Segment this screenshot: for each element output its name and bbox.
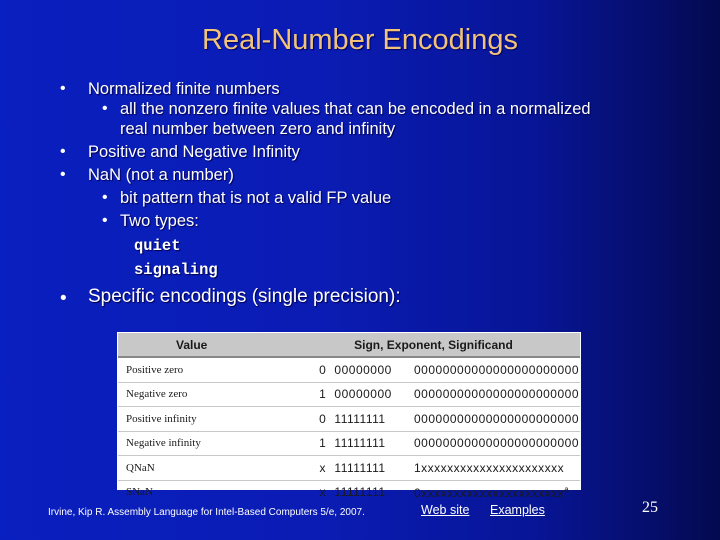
code-quiet: quiet [134, 237, 181, 255]
cell-sign: x [312, 480, 333, 504]
subbullet-two-types: Two types: [120, 212, 199, 230]
cell-value: QNaN [118, 456, 312, 481]
cell-significand [413, 480, 580, 504]
cell-value: Negative infinity [118, 431, 312, 456]
cell-exponent: 00000000 [333, 357, 413, 382]
table-row [118, 407, 580, 432]
bullet-marker: • [102, 100, 108, 117]
cell-significand: 00000000000000000000000 [413, 357, 580, 382]
bullet-infinity: Positive and Negative Infinity [88, 143, 300, 161]
web-site-link[interactable]: Web site [421, 503, 470, 517]
table-header-row [118, 333, 580, 357]
page-number: 25 [642, 499, 658, 516]
code-signaling: signaling [134, 261, 218, 279]
cell-significand: 00000000000000000000000 [413, 431, 580, 456]
table-row [118, 456, 580, 481]
cell-value: SNaN [118, 480, 312, 504]
examples-link[interactable]: Examples [490, 503, 545, 517]
citation: Irvine, Kip R. Assembly Language for Intel-Based Computers 5/e, 2007. [48, 507, 365, 518]
cell-exponent: 00000000 [333, 382, 413, 407]
cell-sign: 1 [312, 431, 333, 456]
table-row [118, 480, 580, 504]
cell-sign: 0 [312, 407, 333, 432]
table-row [118, 357, 580, 382]
cell-value: Positive infinity [118, 407, 312, 432]
subbullet-bit-pattern: bit pattern that is not a valid FP value [120, 189, 392, 207]
cell-significand: 1xxxxxxxxxxxxxxxxxxxxxx [413, 456, 580, 481]
bullet-nan: NaN (not a number) [88, 166, 234, 184]
subbullet-nonzero-values-cont: real number between zero and infinity [120, 120, 396, 138]
slide-title: Real-Number Encodings [202, 24, 518, 56]
table-row [118, 431, 580, 456]
column-header-value: Value [118, 333, 312, 357]
cell-exponent: 11111111 [333, 456, 413, 481]
column-header-sign-exponent-significand: Sign, Exponent, Significand [312, 333, 580, 357]
significand-text: 0xxxxxxxxxxxxxxxxxxxxxx [414, 485, 565, 500]
cell-significand: 00000000000000000000000 [413, 407, 580, 432]
cell-sign: 1 [312, 382, 333, 407]
bullet-marker: • [102, 189, 108, 206]
cell-sign: 0 [312, 357, 333, 382]
cell-sign: x [312, 456, 333, 481]
cell-value: Positive zero [118, 357, 312, 382]
bullet-marker: • [60, 288, 67, 309]
bullet-specific-encodings: Specific encodings (single precision): [88, 286, 401, 307]
bullet-marker: • [60, 166, 66, 183]
bullet-normalized-finite: Normalized finite numbers [88, 80, 280, 98]
cell-exponent: 11111111 [333, 407, 413, 432]
cell-value: Negative zero [118, 382, 312, 407]
encodings-table [117, 332, 581, 500]
cell-exponent: 11111111 [333, 480, 413, 504]
bullet-marker: • [60, 80, 66, 97]
bullet-marker: • [60, 143, 66, 160]
cell-exponent: 11111111 [333, 431, 413, 456]
table-row [118, 382, 580, 407]
bullet-marker: • [102, 212, 108, 229]
cell-significand: 00000000000000000000000 [413, 382, 580, 407]
footnote-marker: a [564, 484, 570, 494]
subbullet-nonzero-values: all the nonzero finite values that can be encoded in a normalized [120, 100, 591, 118]
